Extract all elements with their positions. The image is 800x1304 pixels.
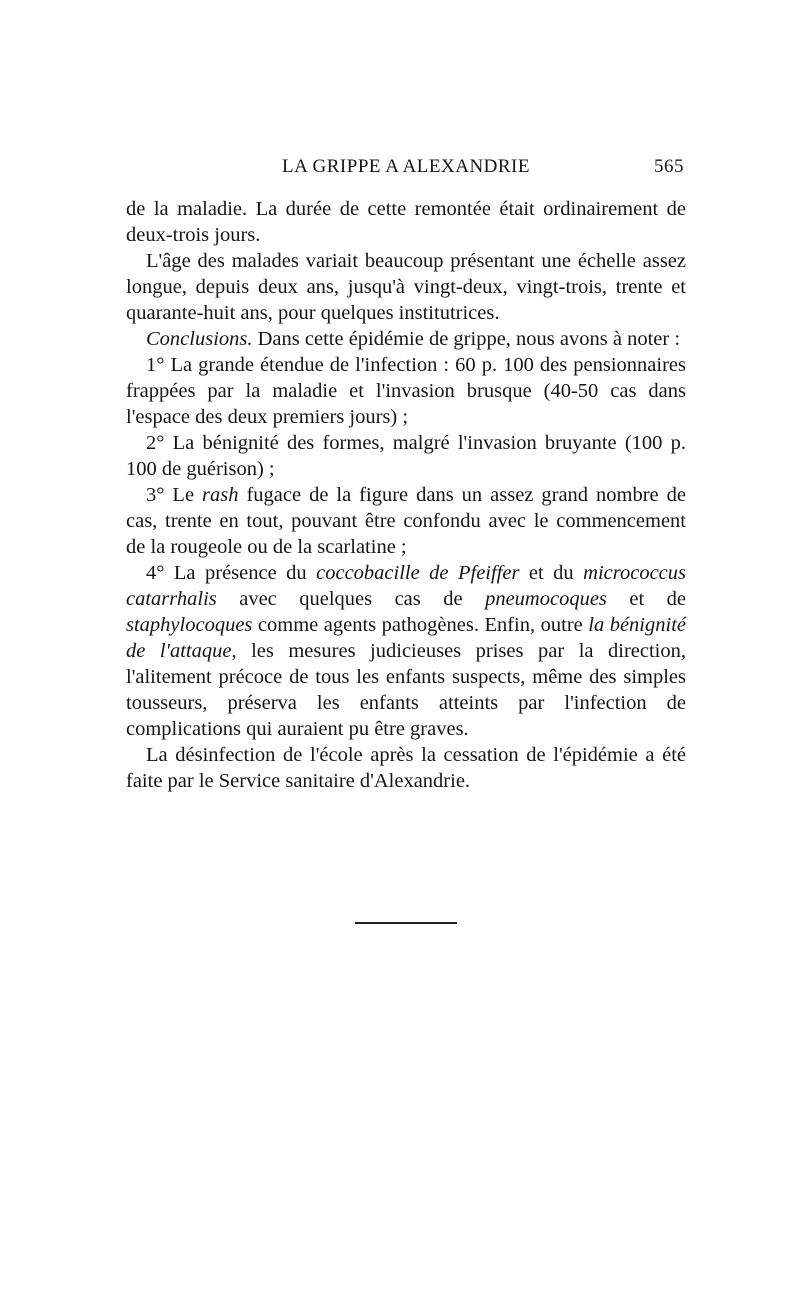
body-text <box>126 196 686 794</box>
item3-text-b: fugace de la figure dans un assez grand nombre de cas, trente en tout, pouvant être confondu avec le commencement de la rougeole ou de la scarlatine ; <box>126 484 686 558</box>
item3-text-a: 3° Le <box>146 484 203 506</box>
item4-text-f: , les mesures judicieuses prises par la direction, l'alitement précoce de tous les enfants suspects, même des simples tousseurs, préserva les enfants atteints par l'infection de complications qui auraient pu être graves. <box>126 640 686 740</box>
paragraph-conclusions <box>126 326 686 352</box>
conclusions-label: Conclusions. <box>146 328 253 350</box>
item3-rash: rash <box>202 484 239 506</box>
item4-coccobacille: coccobacille de Pfeiffer <box>316 562 520 584</box>
item4-text-b: et du <box>519 562 584 584</box>
paragraph-continuation: de la maladie. La durée de cette remontée était ordinairement de deux-trois jours. <box>126 198 686 246</box>
conclusion-item-3 <box>126 482 686 560</box>
item4-text-c: avec quelques cas de <box>216 588 486 610</box>
section-divider <box>355 922 457 924</box>
item4-micrococcus: micrococcus catarrhalis <box>126 562 686 610</box>
paragraph-age: L'âge des malades variait beaucoup présentant une échelle assez longue, depuis deux ans, jusqu'à vingt-deux, vingt-trois, trente et quarante-huit ans, pour quelques institutrices. <box>126 250 686 324</box>
item4-text-e: comme agents pathogènes. Enfin, outre <box>252 614 589 636</box>
item4-staphylocoques: staphylocoques <box>126 614 253 636</box>
item4-text-d: et de <box>606 588 686 610</box>
conclusion-item-1: 1° La grande étendue de l'infection : 60 p. 100 des pensionnaires frappées par la maladie et l'invasion brusque (40-50 cas dans l'espace des deux premiers jours) ; <box>126 354 686 428</box>
item4-pneumocoques: pneumocoques <box>485 588 607 610</box>
item4-benignite: la bénignité de l'attaque <box>126 614 686 662</box>
paragraph-disinfection: La désinfection de l'école après la cessation de l'épidémie a été faite par le Service sanitaire d'Alexandrie. <box>126 744 686 792</box>
conclusions-text: Dans cette épidémie de grippe, nous avons à noter : <box>252 328 681 350</box>
running-title: LA GRIPPE A ALEXANDRIE <box>282 156 530 177</box>
item4-text-a: 4° La présence du <box>146 562 317 584</box>
conclusion-item-4 <box>126 560 686 742</box>
running-head <box>126 152 686 176</box>
page-number: 565 <box>654 156 684 177</box>
conclusion-item-2: 2° La bénignité des formes, malgré l'invasion bruyante (100 p. 100 de guérison) ; <box>126 432 686 480</box>
